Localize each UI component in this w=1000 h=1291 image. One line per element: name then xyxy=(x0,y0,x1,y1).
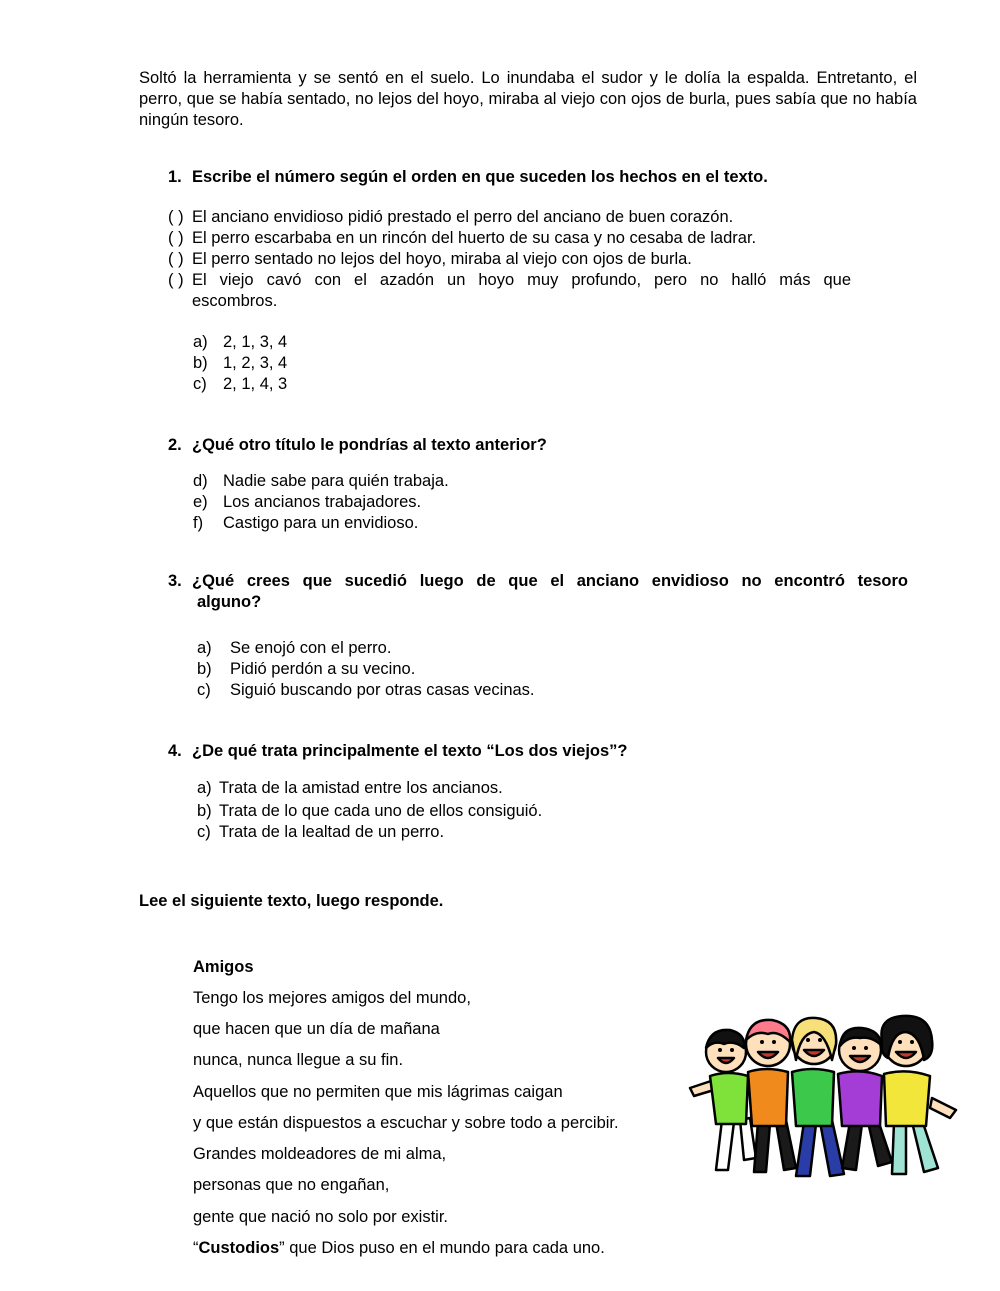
option-text: Trata de lo que cada uno de ellos consiguió. xyxy=(219,802,543,820)
poem-line: nunca, nunca llegue a su fin. xyxy=(193,1051,404,1069)
question-3-title xyxy=(168,572,908,591)
option-letter: b) xyxy=(193,354,208,372)
event-row-1 xyxy=(168,207,733,228)
order-blank[interactable]: ( ) xyxy=(168,271,184,289)
question-4-number: 4. xyxy=(168,742,182,760)
leg xyxy=(754,1122,770,1172)
option-letter: b) xyxy=(197,802,212,820)
intro-paragraph: Soltó la herramienta y se sentó en el suelo. Lo inundaba el sudor y le dolía la espalda. Entretanto, el perro, que se había sentado, no lejos del hoyo, miraba al viejo con ojos de burla, pues sabía que no había ningún tesoro. xyxy=(139,69,917,129)
shirt xyxy=(838,1071,882,1126)
leg xyxy=(912,1120,938,1172)
option-text: Los ancianos trabajadores. xyxy=(223,493,422,511)
leg xyxy=(716,1120,734,1170)
question-3-number: 3. xyxy=(168,572,182,590)
group-of-children-clipart xyxy=(680,1010,965,1182)
poem-title: Amigos xyxy=(193,958,254,976)
q1-option-a[interactable] xyxy=(193,332,287,353)
q2-option-f[interactable] xyxy=(193,513,418,534)
poem-line: gente que nació no solo por existir. xyxy=(193,1208,449,1226)
option-letter: a) xyxy=(197,639,212,657)
event-text: El viejo cavó con el azadón un hoyo muy profundo, pero no halló más que xyxy=(192,271,851,289)
shirt xyxy=(710,1073,748,1124)
option-text: Siguió buscando por otras casas vecinas. xyxy=(230,681,535,699)
q2-option-d[interactable] xyxy=(193,471,449,492)
shirt xyxy=(792,1069,834,1126)
leg xyxy=(842,1122,862,1170)
poem-line: Tengo los mejores amigos del mundo, xyxy=(193,989,471,1007)
event-row-4 xyxy=(168,270,851,291)
question-1-number: 1. xyxy=(168,168,182,186)
option-text: Castigo para un envidioso. xyxy=(223,514,419,532)
poem-last-line-rest: ” que Dios puso en el mundo para cada uno. xyxy=(279,1239,605,1257)
open-quote: “ xyxy=(193,1239,199,1257)
question-3-text-line-1: ¿Qué crees que sucedió luego de que el anciano envidioso no encontró tesoro xyxy=(192,572,908,590)
option-text: Nadie sabe para quién trabaja. xyxy=(223,472,449,490)
question-4-text: ¿De qué trata principalmente el texto “Los dos viejos”? xyxy=(192,742,628,760)
option-letter: a) xyxy=(193,333,208,351)
order-blank[interactable]: ( ) xyxy=(168,229,184,247)
q2-option-e[interactable] xyxy=(193,492,421,513)
order-blank[interactable]: ( ) xyxy=(168,250,184,268)
option-letter: c) xyxy=(193,375,207,393)
option-letter: d) xyxy=(193,472,208,490)
q1-option-b[interactable] xyxy=(193,353,287,374)
event-row-4-continued: escombros. xyxy=(192,292,278,310)
question-2-number: 2. xyxy=(168,436,182,454)
leg xyxy=(796,1122,816,1176)
option-letter: a) xyxy=(197,779,212,797)
option-text: 1, 2, 3, 4 xyxy=(223,354,288,372)
question-3-text-line-2: alguno? xyxy=(197,593,262,611)
question-1-text: Escribe el número según el orden en que suceden los hechos en el texto. xyxy=(192,168,768,186)
option-text: Se enojó con el perro. xyxy=(230,639,392,657)
question-1-title xyxy=(168,168,768,187)
question-4-title xyxy=(168,742,628,761)
order-blank[interactable]: ( ) xyxy=(168,208,184,226)
option-letter: b) xyxy=(197,660,212,678)
q1-option-c[interactable] xyxy=(193,374,287,395)
option-text: Trata de la amistad entre los ancianos. xyxy=(219,779,503,797)
option-letter: c) xyxy=(197,681,211,699)
q4-option-a[interactable] xyxy=(197,778,503,799)
option-text: 2, 1, 3, 4 xyxy=(223,333,288,351)
event-row-3 xyxy=(168,249,692,270)
q4-option-c[interactable] xyxy=(197,822,444,843)
shirt xyxy=(884,1071,930,1126)
shirt xyxy=(748,1069,788,1126)
option-letter: e) xyxy=(193,493,208,511)
leg xyxy=(892,1122,906,1174)
question-2-title xyxy=(168,436,547,455)
question-2-text: ¿Qué otro título le pondrías al texto anterior? xyxy=(192,436,547,454)
leg xyxy=(820,1120,844,1176)
custodios-word: Custodios xyxy=(198,1239,280,1257)
right-arm xyxy=(930,1098,956,1118)
q3-option-a[interactable] xyxy=(197,638,391,659)
option-letter: f) xyxy=(193,514,204,532)
poem-line: personas que no engañan, xyxy=(193,1176,390,1194)
poem-line: Grandes moldeadores de mi alma, xyxy=(193,1145,447,1163)
q3-option-c[interactable] xyxy=(197,680,535,701)
poem-line: que hacen que un día de mañana xyxy=(193,1020,440,1038)
q3-option-b[interactable] xyxy=(197,659,415,680)
event-text: El perro escarbaba en un rincón del huerto de su casa y no cesaba de ladrar. xyxy=(192,229,757,247)
poem-line: Aquellos que no permiten que mis lágrimas caigan xyxy=(193,1083,563,1101)
option-text: Trata de la lealtad de un perro. xyxy=(219,823,445,841)
poem-line: y que están dispuestos a escuchar y sobre todo a percibir. xyxy=(193,1114,619,1132)
option-text: 2, 1, 4, 3 xyxy=(223,375,288,393)
leg xyxy=(776,1120,796,1170)
event-text: El perro sentado no lejos del hoyo, miraba al viejo con ojos de burla. xyxy=(192,250,692,268)
reading-instruction: Lee el siguiente texto, luego responde. xyxy=(139,892,444,910)
q4-option-b[interactable] xyxy=(197,801,542,822)
event-row-2 xyxy=(168,228,756,249)
option-text: Pidió perdón a su vecino. xyxy=(230,660,416,678)
option-letter: c) xyxy=(197,823,211,841)
poem-last-line xyxy=(193,1239,605,1258)
event-text: El anciano envidioso pidió prestado el perro del anciano de buen corazón. xyxy=(192,208,734,226)
